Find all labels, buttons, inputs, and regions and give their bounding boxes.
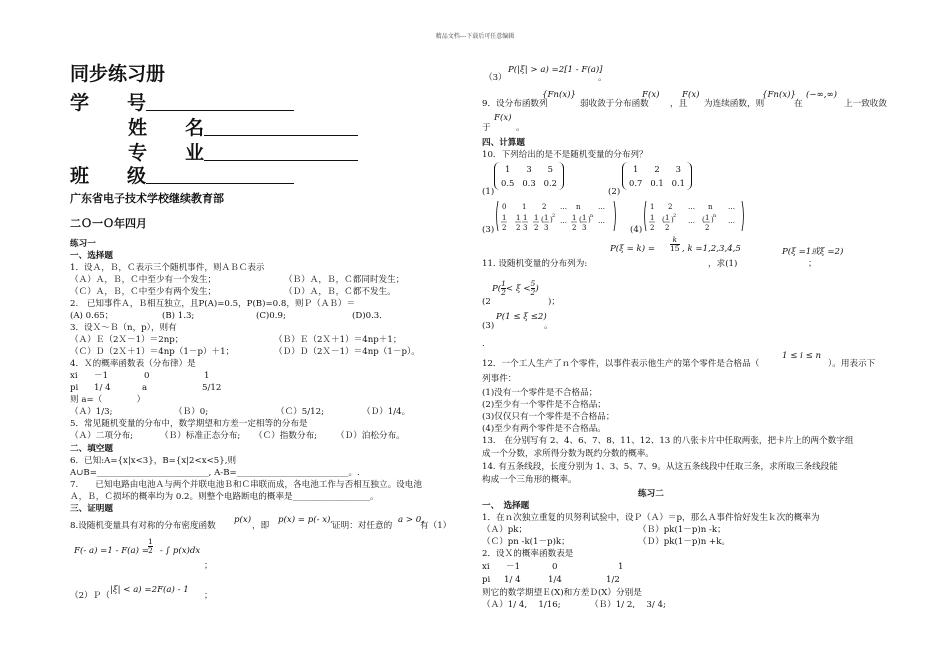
formula-f: F(x) bbox=[682, 90, 700, 100]
q5-option-d: （Ｄ）泊松分布。 bbox=[336, 431, 405, 441]
svg-text:…: … bbox=[598, 217, 605, 225]
ex2-q2-option-b: （Ｂ）1/ 2, 3/ 4; bbox=[590, 600, 666, 610]
formula-p2 bbox=[492, 280, 539, 297]
section-proof: 三、证明题 bbox=[70, 504, 113, 514]
section-calc: 四、计算题 bbox=[482, 138, 525, 148]
svg-text:1: 1 bbox=[665, 214, 670, 222]
svg-text:1: 1 bbox=[650, 214, 655, 222]
svg-text:2: 2 bbox=[668, 203, 673, 211]
field-blank bbox=[146, 93, 294, 111]
svg-text:1: 1 bbox=[572, 214, 577, 222]
svg-text:1: 1 bbox=[650, 203, 655, 211]
section-choice: 一、 选择题 bbox=[482, 501, 530, 511]
svg-text:2: 2 bbox=[665, 224, 670, 232]
q4-option-b: （Ｂ）0; bbox=[174, 407, 209, 417]
svg-text:n: n bbox=[576, 203, 581, 211]
svg-text:2: 2 bbox=[650, 224, 655, 232]
punct: 。 bbox=[544, 321, 553, 331]
punct: )； bbox=[548, 297, 560, 307]
svg-text:…: … bbox=[598, 203, 605, 211]
formula-part: < ξ < bbox=[505, 284, 531, 294]
question-9-text: 弱收敛于分布函数 bbox=[580, 99, 649, 109]
svg-text:(: ( bbox=[702, 216, 705, 224]
exercise-two-title: 练习二 bbox=[638, 489, 664, 499]
question-13-cont: 成一个分数，求所得分数为既约分数的概率。 bbox=[482, 449, 654, 459]
q5-option-c: （Ｃ）指数分布; bbox=[254, 431, 318, 441]
question-3: 3．设Ｘ～Ｂ（n，p），则有 bbox=[70, 323, 177, 333]
svg-text:1: 1 bbox=[516, 214, 521, 222]
frac-num: 1 bbox=[148, 537, 153, 546]
matrix-label: (2) bbox=[608, 187, 621, 197]
field-class bbox=[70, 165, 294, 187]
ex2-q2-option-a: （Ａ）1/ 4, 1/16; bbox=[482, 600, 561, 610]
svg-text:n: n bbox=[713, 213, 717, 219]
formula-i-range: 1 ≤ i ≤ n bbox=[782, 351, 822, 361]
question-1: 1．设Ａ，Ｂ，Ｃ表示三个随机事件，则ＡＢＣ表示 bbox=[70, 263, 265, 273]
e2-xi-value: －1 bbox=[506, 562, 521, 572]
svg-text:1: 1 bbox=[544, 214, 549, 222]
svg-text:2: 2 bbox=[673, 213, 677, 219]
question-9-text: ，且 bbox=[670, 99, 688, 109]
field-major bbox=[128, 142, 358, 164]
punct: 。 bbox=[516, 123, 525, 133]
q2-option-c: (C)0.9; bbox=[256, 311, 286, 321]
svg-text:3: 3 bbox=[523, 224, 528, 232]
field-blank bbox=[204, 118, 358, 136]
question-8-3: （3） bbox=[484, 73, 507, 83]
question-11-text: ，求(1) bbox=[708, 259, 738, 269]
question-4: 4．Ｘ的概率函数表（分布律）是 bbox=[70, 359, 196, 369]
cell: 0.7 bbox=[629, 178, 643, 188]
matrix-label: (1) bbox=[482, 187, 495, 197]
punct: ； bbox=[204, 591, 213, 601]
svg-text:1: 1 bbox=[705, 214, 710, 222]
question-5: 5．常见随机变量的分布中，数学期望和方差一定相等的分布是 bbox=[70, 419, 308, 429]
q3-option-b: （Ｂ）Ｅ（2Ｘ＋1）＝4np＋1； bbox=[274, 335, 402, 345]
q4-pi-value: 1/ 4 bbox=[94, 383, 111, 393]
field-blank bbox=[146, 166, 294, 184]
formula-f: F(x) bbox=[494, 113, 512, 123]
cell: 0.1 bbox=[671, 178, 685, 188]
frac-den: 2 bbox=[501, 288, 506, 297]
svg-text:…: … bbox=[728, 217, 735, 225]
formula-k-over-15 bbox=[670, 236, 680, 253]
svg-text:(: ( bbox=[662, 216, 665, 224]
ex2-q2-ask: 则它的数学期望Ｅ(X)和方差Ｄ(X）分别是 bbox=[482, 588, 642, 598]
cell: 3 bbox=[675, 164, 681, 174]
frac-den: 15 bbox=[670, 244, 680, 253]
svg-text:…: … bbox=[560, 203, 567, 211]
q1-option-a: （Ａ）Ａ，Ｂ，Ｃ中至少有一个发生； bbox=[70, 275, 217, 285]
q4-xi-value: 0 bbox=[144, 371, 150, 381]
question-6: 6．已知:A={x|x<3}，B={x|2<x<5},则 bbox=[70, 456, 237, 466]
question-10: 10．下列给出的是不是随机变量的分布列？ bbox=[482, 150, 648, 160]
formula-px: p(x) bbox=[234, 515, 252, 525]
section-choice: 一、选择题 bbox=[70, 251, 113, 261]
q3-option-a: （Ａ）Ｅ（2Ｘ－1）＝2np； bbox=[70, 335, 184, 345]
question-12: 12．一个工人生产了ｎ个零件，以事件表示他生产的第个零件是合格品（ bbox=[482, 359, 760, 369]
ex2-q1-option-d: （Ｄ）pk(1－p)n +k。 bbox=[638, 537, 731, 547]
field-student-id bbox=[70, 92, 294, 114]
svg-text:1: 1 bbox=[523, 214, 528, 222]
e2-xi-value: 0 bbox=[552, 562, 558, 572]
formula-range: , k =1,2,3,4,5 bbox=[682, 244, 741, 254]
punct: ； bbox=[204, 561, 213, 571]
ex2-question-2: 2．设Ｘ的概率函数表是 bbox=[482, 549, 574, 559]
formula-abs-less: |ξ| < a) =2F(a) - 1 bbox=[110, 585, 189, 595]
ex2-q1-option-a: （Ａ）pk； bbox=[482, 525, 528, 535]
q1-option-c: （Ｃ）Ａ，Ｂ，Ｃ中至少有两个发生； bbox=[70, 287, 217, 297]
question-7-cont: Ａ，Ｂ，Ｃ损坏的概率均为 0.2。则整个电路断电的概率是__________________。 bbox=[70, 492, 379, 502]
question-11-3: (3) bbox=[482, 321, 495, 331]
question-9-text: 上一致收敛 bbox=[844, 99, 887, 109]
svg-text:2: 2 bbox=[502, 224, 507, 232]
question-7: 7. 已知电路由电池Ａ与两个并联电池Ｂ和Ｃ串联而成，各电池工作与否相互独立。设电池 bbox=[70, 480, 422, 490]
frac-den: 2 bbox=[530, 288, 536, 297]
date: 二Ｏ一Ｏ年四月 bbox=[70, 217, 147, 230]
punct: ； bbox=[808, 259, 817, 269]
matrix-1 bbox=[494, 162, 564, 193]
question-11-2: (2 bbox=[482, 297, 491, 307]
svg-text:): ) bbox=[550, 216, 553, 224]
q12-item: (4)至少有两个零件是不合格品。 bbox=[482, 424, 606, 434]
formula-part: P( bbox=[492, 284, 502, 294]
q4-option-c: （Ｃ）5/12; bbox=[276, 407, 324, 417]
field-name bbox=[128, 117, 358, 139]
svg-text:1: 1 bbox=[502, 214, 507, 222]
q4-option-d: （Ｄ）1/4。 bbox=[362, 407, 411, 417]
svg-text:2: 2 bbox=[534, 224, 539, 232]
e2-xi-header: xi bbox=[482, 562, 490, 572]
svg-text:3: 3 bbox=[582, 224, 587, 232]
formula-interval: (−∞,∞) bbox=[806, 90, 837, 100]
e2-pi-value: 1/4 bbox=[548, 575, 562, 585]
frac-num: 5 bbox=[530, 279, 536, 288]
field-label: 专 业 bbox=[128, 142, 205, 164]
field-label: 班 级 bbox=[70, 165, 147, 187]
cell: 1 bbox=[632, 164, 639, 174]
ex2-q1-option-b: （Ｂ）pk(1－p)n -k； bbox=[638, 525, 726, 535]
question-11: 11. 设随机变量的分布列为: bbox=[482, 259, 588, 269]
formula-p3: P(1 ≤ ξ ≤2) bbox=[496, 312, 547, 322]
q3-option-c: （Ｃ）Ｄ（2Ｘ＋1）＝4np（1－p）＋1； bbox=[70, 347, 235, 357]
q1-option-d: （Ｄ）Ａ，Ｂ，Ｃ都不发生。 bbox=[284, 287, 396, 297]
institution: 广东省电子技术学校继续教育部 bbox=[70, 192, 224, 205]
question-6-blank: A∪B=__________________________, A-B=__________________________。. bbox=[70, 468, 360, 478]
svg-text:2: 2 bbox=[705, 224, 710, 232]
q5-option-b: （Ｂ）标准正态分布; bbox=[160, 431, 241, 441]
frac-num: k bbox=[670, 236, 680, 245]
svg-text:(: ( bbox=[579, 216, 582, 224]
q4-ask: 则 a=（ ） bbox=[70, 395, 146, 405]
q12-item: (1)没有一个零件是不合格品； bbox=[482, 388, 598, 398]
e2-xi-value: 1 bbox=[618, 562, 624, 572]
e2-pi-header: pi bbox=[482, 575, 491, 585]
question-14-cont: 构成一个三角形的概率。 bbox=[482, 475, 577, 485]
question-9-text: 于 bbox=[482, 123, 491, 133]
question-9: 9．设分布函数列 bbox=[482, 99, 548, 109]
q4-xi-value: －1 bbox=[94, 371, 109, 381]
svg-text:…: … bbox=[728, 203, 735, 211]
e2-pi-value: 1/2 bbox=[606, 575, 620, 585]
q2-option-a: (A) 0.65； bbox=[70, 311, 114, 321]
svg-text:n: n bbox=[590, 213, 594, 219]
cover-title: 同步练习册 bbox=[70, 63, 166, 85]
question-8-text: 有（1） bbox=[420, 521, 452, 531]
cell: 5 bbox=[547, 164, 553, 174]
matrix-3-figure bbox=[494, 199, 618, 233]
formula-abs-greater: P(|ξ| > a) =2[1 - F(a)] bbox=[508, 65, 603, 75]
question-9-text: 为连续函数，则 bbox=[704, 99, 765, 109]
cell: 1 bbox=[504, 164, 511, 174]
q4-pi-value: 5/12 bbox=[202, 383, 222, 393]
q4-xi-header: xi bbox=[70, 371, 78, 381]
field-label: 姓 名 bbox=[128, 117, 205, 139]
svg-text:2: 2 bbox=[552, 213, 556, 219]
formula-pmf: P(ξ = k) = bbox=[610, 244, 656, 254]
q2-option-b: (B) 1.3; bbox=[162, 311, 195, 321]
q3-option-d: （Ｄ）Ｄ（2Ｘ－1）＝4np（1－p）。 bbox=[274, 347, 420, 357]
q1-option-b: （Ｂ）Ａ，Ｂ，Ｃ都同时发生； bbox=[284, 275, 405, 285]
ex2-question-1: 1．在ｎ次独立重复的贝努利试验中，设Ｐ（Ａ）＝p，那么Ａ事件恰好发生ｋ次的概率为 bbox=[482, 513, 820, 523]
q5-option-a: （Ａ）二项分布; bbox=[70, 431, 134, 441]
question-14: 14. 有五条线段，长度分别为 1、3、5、7、9。从这五条线段中任取三条，求所取三条线段能 bbox=[482, 462, 838, 472]
q2-option-d: (D)0.3． bbox=[352, 311, 388, 321]
cell: 2 bbox=[654, 164, 660, 174]
matrix-4-figure bbox=[642, 199, 746, 233]
svg-text:…: … bbox=[688, 203, 695, 211]
q4-option-a: （Ａ）1/3; bbox=[70, 407, 113, 417]
question-12-text: 列事件： bbox=[482, 374, 517, 384]
section-fill: 二、填空题 bbox=[70, 444, 113, 454]
e2-pi-value: 1/ 4 bbox=[504, 575, 521, 585]
cell: 0.2 bbox=[543, 178, 557, 188]
formula-symmetric: p(x) = p(- x), bbox=[278, 515, 334, 525]
cell: 0.1 bbox=[650, 178, 664, 188]
question-8-text: ，即 bbox=[252, 521, 270, 531]
svg-text:): ) bbox=[711, 216, 714, 224]
field-label: 学 号 bbox=[70, 92, 147, 114]
q12-item: (3)仅仅只有一个零件是不合格品； bbox=[482, 412, 615, 422]
svg-text:…: … bbox=[688, 217, 695, 225]
cell: 3 bbox=[526, 164, 532, 174]
matrix-label: (4) bbox=[630, 225, 643, 235]
q4-pi-value: a bbox=[142, 383, 148, 393]
question-13: 13. 在分别写有 2、4、6、7、8、11、12、13 的八张卡片中任取两张，把卡片上的两个数字组 bbox=[482, 436, 854, 446]
formula-part: ) bbox=[535, 284, 539, 294]
formula-integral: - ∫ p(x)dx bbox=[160, 546, 201, 556]
question-8-2: （2）Ｐ（ bbox=[70, 591, 110, 601]
question-12-text: ）。用表示下 bbox=[828, 359, 876, 369]
ex2-q1-option-c: （Ｃ）pn -k(1－p)k； bbox=[482, 537, 570, 547]
formula-fn: {Fn(x)} bbox=[762, 90, 796, 100]
exercise-one-title: 练习一 bbox=[70, 239, 96, 249]
formula-f-minus-a: F(- a) =1 - F(a) = bbox=[74, 546, 149, 556]
svg-text:n: n bbox=[708, 203, 713, 211]
frac-den: 2 bbox=[148, 546, 153, 555]
formula-half bbox=[148, 538, 153, 555]
cell: 0.5 bbox=[501, 178, 515, 188]
svg-text:1: 1 bbox=[534, 214, 539, 222]
frac-num: 1 bbox=[501, 279, 506, 288]
svg-text:2: 2 bbox=[516, 224, 521, 232]
formula-a-positive: a > 0, bbox=[398, 515, 424, 525]
cell: 0.3 bbox=[522, 178, 536, 188]
question-8-text: 证明：对任意的 bbox=[332, 521, 393, 531]
question-8: 8.设随机变量具有对称的分布密度函数 bbox=[70, 521, 216, 531]
svg-text:1: 1 bbox=[582, 214, 587, 222]
svg-text:3: 3 bbox=[544, 224, 549, 232]
page-header: 精品文档---下载后可任意编辑 bbox=[435, 33, 515, 40]
matrix-2 bbox=[622, 162, 692, 193]
q12-item: (2)至少有一个零件是不合格品； bbox=[482, 400, 606, 410]
q4-pi-header: pi bbox=[70, 383, 79, 393]
matrix-label: (3) bbox=[482, 225, 495, 235]
svg-text:): ) bbox=[588, 216, 591, 224]
punct: . bbox=[482, 339, 485, 349]
q4-xi-value: 1 bbox=[204, 371, 210, 381]
svg-text:0: 0 bbox=[502, 203, 507, 211]
question-2: 2. 已知事件Ａ，Ｂ相互独立，且P(A)=0.5，P(B)=0.8，则Ｐ（ＡＢ）＝ bbox=[70, 299, 356, 309]
formula-f: F(x) bbox=[642, 90, 660, 100]
punct: 。 bbox=[598, 73, 607, 83]
question-9-text: 在 bbox=[794, 99, 803, 109]
field-blank bbox=[204, 143, 358, 161]
svg-text:2: 2 bbox=[542, 203, 547, 211]
svg-text:(: ( bbox=[541, 216, 544, 224]
svg-text:): ) bbox=[671, 216, 674, 224]
formula-fn: {Fn(x)} bbox=[542, 90, 576, 100]
svg-text:1: 1 bbox=[522, 203, 527, 211]
svg-text:2: 2 bbox=[572, 224, 577, 232]
svg-text:…: … bbox=[560, 217, 567, 225]
formula-ask1: P(ξ =1或ξ =2) bbox=[782, 247, 844, 257]
